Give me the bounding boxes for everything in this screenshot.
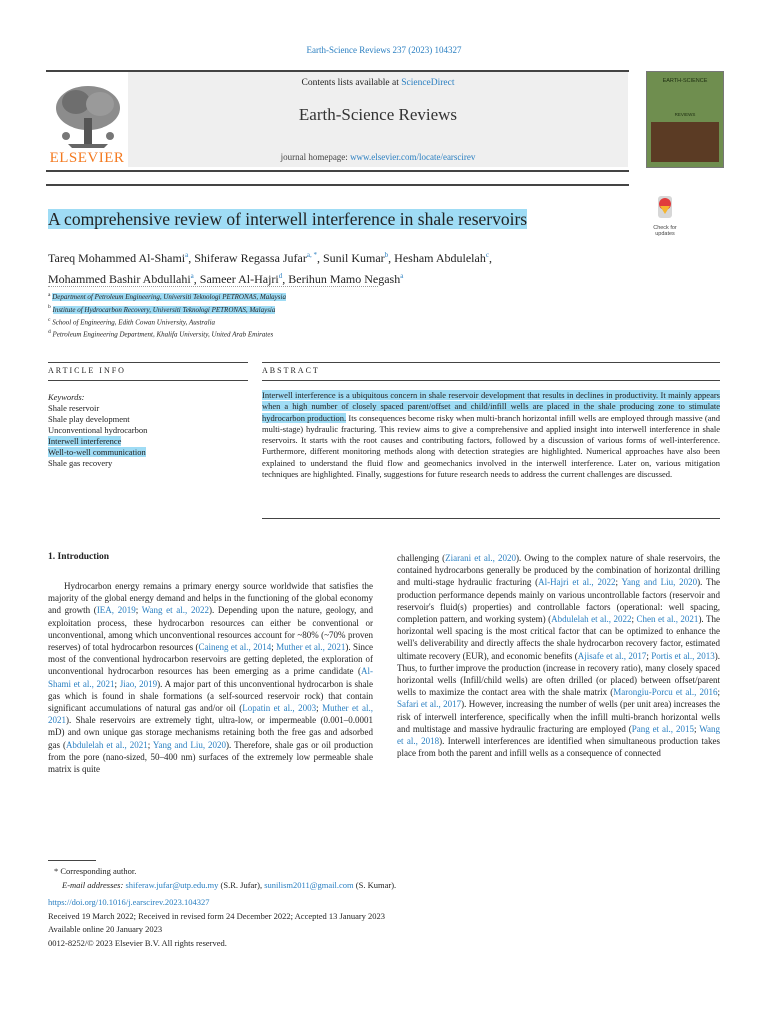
author-name[interactable]: Sunil Kumar xyxy=(323,251,385,265)
contents-line xyxy=(128,78,628,88)
keyword-item xyxy=(48,414,248,425)
affiliation-item xyxy=(48,327,378,339)
received-dates: Received 19 March 2022; Received in revised form 24 December 2022; Accepted 13 January 2023 xyxy=(48,910,386,921)
abstract-highlighted: Interwell interference is a ubiquitous concern in shale reservoir development that results in declines in productivity. It mainly appears when a high number of closely spaced parent/offset and child/infill wells are placed in the shale producing zone to stimulate hydrocarbon production. xyxy=(262,390,720,423)
intro-heading: 1. Introduction xyxy=(48,552,110,562)
affiliation-mark: a xyxy=(48,292,51,298)
keyword-item xyxy=(48,436,248,447)
author-separator: , xyxy=(317,251,323,265)
affiliation-rule xyxy=(48,286,378,287)
article-title-text: A comprehensive review of interwell interference in shale reservoirs xyxy=(48,209,528,229)
body-text: ; xyxy=(147,739,153,750)
citation-link[interactable]: Caineng et al., 2014 xyxy=(198,642,272,653)
article-title xyxy=(48,209,527,230)
citation-link[interactable]: Muther et al., 2021 xyxy=(276,642,346,653)
affiliation-text: Department of Petroleum Engineering, Universiti Teknologi PETRONAS, Malaysia xyxy=(52,293,286,302)
keyword-item xyxy=(48,425,248,436)
journal-reference[interactable]: Earth-Science Reviews 237 (2023) 104327 xyxy=(306,45,462,55)
body-text: ). Since most of the conventional hydrocarbon reservoirs are getting depleted, the exploration of unconventional hydrocarbon resources has been emerging as a prime candidate ( xyxy=(48,642,373,677)
author-separator: , xyxy=(193,272,200,286)
intro-column-2 xyxy=(397,552,720,759)
body-text: ; xyxy=(316,703,323,714)
citation-link[interactable]: Wang et al., 2018 xyxy=(397,723,721,747)
keyword-item xyxy=(48,403,248,414)
citation-link[interactable]: Muther et al., 2021 xyxy=(48,703,373,726)
citation-link[interactable]: Ziarani et al., 2020 xyxy=(445,553,516,563)
sciencedirect-link[interactable]: ScienceDirect xyxy=(401,78,455,88)
affiliation-list xyxy=(48,290,378,339)
author-name[interactable]: Mohammed Bashir Abdullahi xyxy=(48,272,191,286)
affiliation-text: Petroleum Engineering Department, Khalifa University, United Arab Emirates xyxy=(52,330,274,339)
title-rule xyxy=(46,184,629,186)
citation-link[interactable]: Lopatin et al., 2003 xyxy=(242,703,317,714)
abstract-subrule xyxy=(262,380,720,381)
keywords-list xyxy=(48,403,248,469)
cover-title: EARTH-SCIENCE xyxy=(662,78,708,84)
author-separator: , xyxy=(388,251,395,265)
body-text: challenging ( xyxy=(397,553,446,563)
article-info-rule xyxy=(48,362,248,363)
check-updates-label: Check for updates xyxy=(653,225,677,237)
abstract-bottom-rule xyxy=(262,518,720,519)
body-text: ). Shale reservoirs are extremely tight, ultra-low, or impermeable (0.001–0.0001 mD) and own unique gas storage mechanisms retaining both the free gas and adsorbed gas ( xyxy=(48,715,373,750)
keyword-text: Shale play development xyxy=(48,414,130,424)
citation-link[interactable]: Abdulelah et al., 2022 xyxy=(551,614,632,625)
author-name[interactable]: Shiferaw Regassa Jufar xyxy=(194,251,307,265)
citation-link[interactable]: Abdulelah et al., 2021 xyxy=(65,739,148,750)
article-info-heading: ARTICLE INFO xyxy=(48,366,126,375)
body-text: ). Therefore, shale gas or oil production from the pore (nano-sized, 50–400 nm) surfaces of the extremely low permeable shale matrix is quite xyxy=(48,739,373,775)
abstract-text xyxy=(262,390,720,480)
affiliation-text: School of Engineering, Edith Cowan University, Australia xyxy=(52,317,216,326)
citation-link[interactable]: Marongiu-Porcu et al., 2016 xyxy=(613,687,718,698)
abstract-rest: Its consequences become risky when multi-branch horizontal infill wells are employed through massive (and multi-stage) hydraulic fracturing. This review aims to give a comprehensive and applied insight into interwell interference in shale reservoirs. It starts with the root causes and contributing factors, followed by a discussion of various forms of well-interference. Furthermore, different monitoring methods along with detection strategies are highlighted. Numerical approaches have also been explained to understand the fluid flow and geomechanics involved in the interwell interference. Later on, various mitigation techniques are highlighted. Finally, suggestions for future research needs to address the current challenges are discussed. xyxy=(262,412,720,480)
keyword-text: Shale reservoir xyxy=(48,403,100,413)
citation-link[interactable]: Al-Shami et al., 2021 xyxy=(48,666,373,689)
body-text: ; xyxy=(271,642,277,653)
body-text: ). Thus, to further improve the production (increase in recovery ratio), many closely spaced horizontal wells (Infill/child wells) are often drilled (or placed) between offset/parent wells to maximize the contact area with the shale matrix ( xyxy=(397,650,721,698)
author-name[interactable]: Tareq Mohammed Al-Shami xyxy=(48,251,186,265)
body-text: ; xyxy=(717,687,720,698)
body-text: ; xyxy=(615,577,622,588)
author-separator: , xyxy=(282,272,289,286)
body-text: ; xyxy=(135,605,142,616)
citation-link[interactable]: Portis et al., 2013 xyxy=(651,650,715,661)
doi-link[interactable]: https://doi.org/10.1016/j.earscirev.2023.104327 xyxy=(48,897,210,907)
body-text: ; xyxy=(646,650,652,661)
affiliation-text: Institute of Hydrocarbon Recovery, Universiti Teknologi PETRONAS, Malaysia xyxy=(52,305,276,314)
body-text: ; xyxy=(693,723,700,734)
publisher-name: ELSEVIER xyxy=(49,150,125,166)
cover-photo xyxy=(651,122,719,162)
email-link-kumar[interactable]: sunilism2011@gmail.com xyxy=(264,879,354,890)
contents-prefix: Contents lists available at xyxy=(301,78,399,88)
body-text: ). However, increasing the number of wells (per unit area) increases the risk of interwell interference, specifically when the infill multi-branch horizontal wells and multistage and massive hydraulic fracturing are employed ( xyxy=(397,699,720,734)
body-text: Hydrocarbon energy remains a primary energy source worldwide that satisfies the majority of the global energy demand and helps in the functioning of the global economy and growth ( xyxy=(48,581,373,616)
affiliation-item xyxy=(48,290,378,302)
keyword-text: Shale gas recovery xyxy=(48,458,113,468)
affiliation-mark: b xyxy=(48,304,51,311)
author-affiliation-mark[interactable]: b xyxy=(384,251,389,259)
author-affiliation-mark[interactable]: a xyxy=(400,272,404,280)
keywords-block xyxy=(48,392,248,469)
intro-column-1 xyxy=(48,580,373,775)
email-label: E-mail addresses: xyxy=(62,879,124,890)
abstract-rule xyxy=(262,362,720,363)
author-affiliation-mark[interactable]: a, * xyxy=(306,251,317,259)
homepage-prefix: journal homepage: xyxy=(280,152,348,162)
body-text: ; xyxy=(631,614,637,625)
footnote-rule xyxy=(48,860,96,861)
email-line xyxy=(48,879,728,893)
citation-link[interactable]: Yang and Liu, 2020 xyxy=(152,739,227,750)
journal-cover-image[interactable] xyxy=(646,71,724,168)
body-text: ). Depending upon the nature, geology, and exploitation process, these hydrocarbon resources can either be conventional or unconventional, among which unconventional resources account for ~80% (~70% proven reserves) of total hydrocarbon resources ( xyxy=(48,605,374,653)
citation-link[interactable]: Ajisafe et al., 2017 xyxy=(577,650,647,661)
citation-link[interactable]: Wang et al., 2022 xyxy=(141,605,209,616)
check-for-updates-button[interactable] xyxy=(646,194,684,237)
body-text: ). Owing to the complex nature of shale reservoirs, the contained hydrocarbons generally be produced by the combination of horizontal drilling and multi-stage hydraulic fracturing ( xyxy=(397,553,720,588)
author-list xyxy=(48,246,648,288)
author-affiliation-mark[interactable]: a xyxy=(190,272,194,280)
abstract-heading: ABSTRACT xyxy=(262,366,320,375)
citation-link[interactable]: Chen et al., 2021 xyxy=(636,614,699,625)
body-text: ). The horizontal well spacing is the most critical factor that can be optimized to enhance the well's deliverability and directly affects the shale hydrocarbon recovery factor, estimated ultimate recovery (EUR), and economic benefits ( xyxy=(397,614,720,661)
keyword-text: Well-to-well communication xyxy=(48,447,146,457)
article-info-subrule xyxy=(48,380,248,381)
corresponding-note: * Corresponding author. xyxy=(54,866,137,876)
citation-link[interactable]: Safari et al., 2017 xyxy=(397,699,462,710)
author-separator: , xyxy=(188,251,195,265)
body-text: ; xyxy=(114,678,120,689)
body-text: ). The production performance depends mainly on various uncontrollable factors (reservoir and reservoir's fluid(s) properties) and controllable factors (operational: well spacing, completion pattern, and working system) ( xyxy=(397,577,721,625)
citation-link[interactable]: Al-Hajri et al., 2022 xyxy=(538,577,616,588)
author-affiliation-mark[interactable]: c xyxy=(485,251,489,259)
footnotes xyxy=(48,865,728,950)
author-separator: , xyxy=(488,251,492,265)
email-jufar-owner: (S.R. Jufar), xyxy=(218,879,265,890)
body-text: ). Interwell interferences are identified when simultaneous production takes place from both the parent and infill wells as a consequence of connected xyxy=(397,736,720,759)
author-name[interactable]: Hesham Abdulelah xyxy=(394,251,486,265)
homepage-link[interactable]: www.elsevier.com/locate/earscirev xyxy=(350,152,476,162)
keyword-text: Interwell interference xyxy=(48,436,122,446)
online-date: Available online 20 January 2023 xyxy=(48,924,163,934)
author-affiliation-mark[interactable]: d xyxy=(278,272,283,280)
keywords-label: Keywords: xyxy=(48,392,85,402)
check-updates-icon xyxy=(646,194,684,220)
affiliation-item xyxy=(48,302,378,314)
journal-title: Earth-Science Reviews xyxy=(298,105,458,124)
citation-link[interactable]: IEA, 2019 xyxy=(96,605,136,616)
email-link-jufar[interactable]: shiferaw.jufar@utp.edu.my xyxy=(125,879,219,890)
keyword-text: Unconventional hydrocarbon xyxy=(48,425,148,435)
body-text: ). A major part of this unconventional hydrocarbon is shale gas which is found in shale formations (a self-sourced reservoir rock) that contain significant accumulations of natural gas and/or oil ( xyxy=(48,678,374,714)
email-kumar-owner: (S. Kumar). xyxy=(353,879,397,890)
keyword-item xyxy=(48,458,248,469)
author-affiliation-mark[interactable]: a xyxy=(185,251,189,259)
journal-homepage xyxy=(128,152,628,162)
citation-link[interactable]: Yang and Liu, 2020 xyxy=(621,577,698,588)
affiliation-mark: c xyxy=(48,316,51,323)
elsevier-logo[interactable] xyxy=(48,78,126,166)
citation-link[interactable]: Jiao, 2019 xyxy=(119,678,158,689)
copyright-line: 0012-8252/© 2023 Elsevier B.V. All rights reserved. xyxy=(48,937,227,948)
author-name[interactable]: Berihun Mamo Negash xyxy=(288,272,401,286)
author-name[interactable]: Sameer Al-Hajri xyxy=(199,272,279,286)
affiliation-item xyxy=(48,315,378,327)
affiliation-mark: d xyxy=(48,328,51,335)
cover-subtitle: REVIEWS xyxy=(674,112,696,117)
citation-link[interactable]: Pang et al., 2015 xyxy=(631,723,694,734)
keyword-item xyxy=(48,447,248,458)
